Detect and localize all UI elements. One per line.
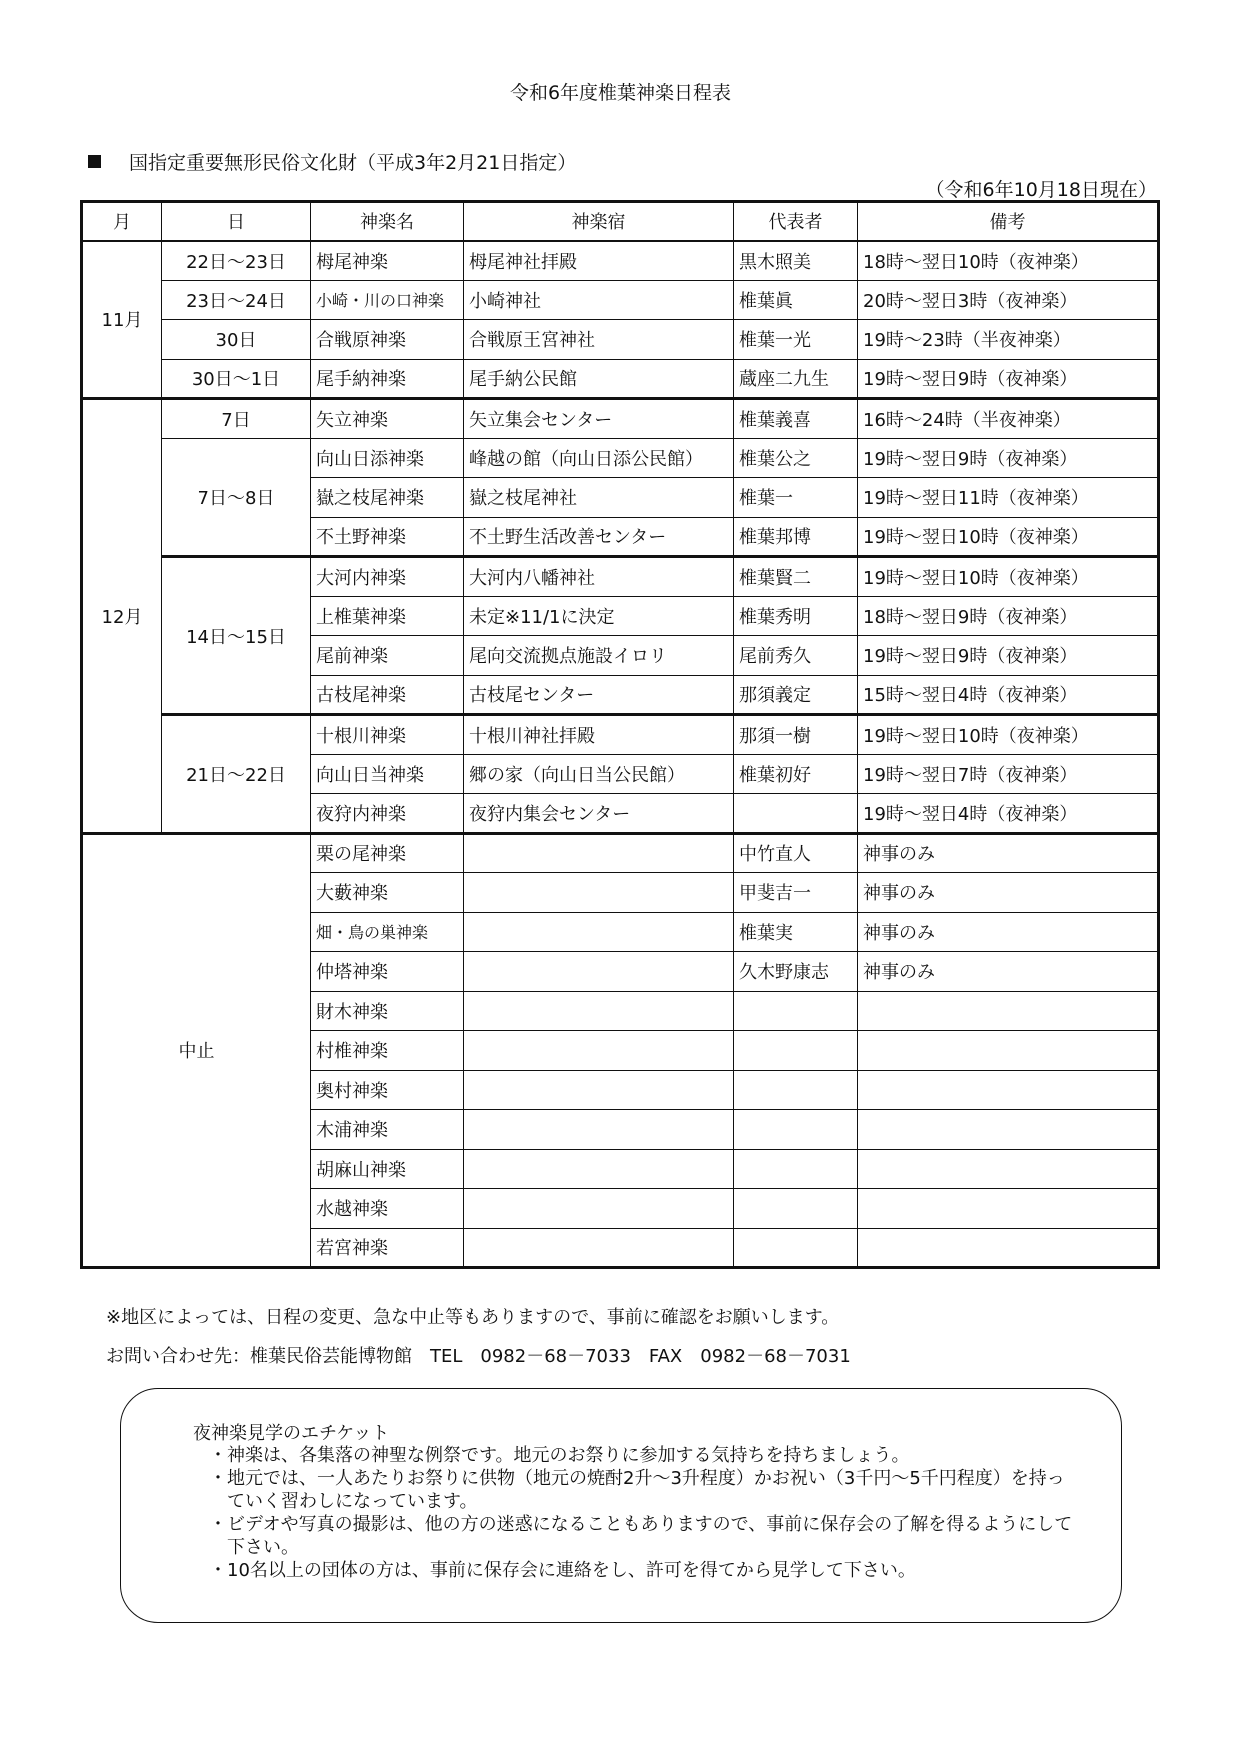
representative-cell: 那須一樹 [734,715,858,755]
remarks-cell: 19時～翌日4時（夜神楽） [858,794,1159,834]
table-row [82,833,1159,873]
date-cell: 7日～8日 [162,438,311,557]
representative-cell: 椎葉公之 [734,438,858,478]
list-item [209,1513,1079,1559]
remarks-cell [858,991,1159,1031]
venue-cell [464,1110,734,1150]
etiquette-box [120,1388,1122,1623]
contact-info: お問い合わせ先：椎葉民俗芸能博物館 TEL 0982－68－7033 FAX 0982－68－7031 [106,1346,851,1367]
schedule-table [80,200,1160,1269]
kagura-name-cell: 仲塔神楽 [311,952,464,992]
kagura-name-cell: 栂尾神楽 [311,241,464,281]
venue-cell: 夜狩内集会センター [464,794,734,834]
representative-cell: 中竹直人 [734,833,858,873]
header-representative: 代表者 [734,202,858,241]
date-cell: 23日～24日 [162,280,311,320]
venue-cell [464,1070,734,1110]
kagura-name-cell: 嶽之枝尾神楽 [311,478,464,518]
venue-cell [464,1228,734,1268]
venue-cell: 郷の家（向山日当公民館） [464,754,734,794]
table-row [82,359,1159,399]
kagura-name-cell: 矢立神楽 [311,399,464,439]
kagura-name-cell: 栗の尾神楽 [311,833,464,873]
venue-cell [464,991,734,1031]
remarks-cell: 19時～翌日10時（夜神楽） [858,715,1159,755]
schedule-change-note: ※地区によっては、日程の変更、急な中止等もありますので、事前に確認をお願いします。 [106,1307,840,1328]
kagura-name-cell: 大河内神楽 [311,557,464,597]
venue-cell: 栂尾神社拝殿 [464,241,734,281]
header-kagura-name: 神楽名 [311,202,464,241]
kagura-name-cell: 畑・鳥の巣神楽 [311,912,464,952]
table-row [82,715,1159,755]
etiquette-item-text: 神楽は、各集落の神聖な例祭です。地元のお祭りに参加する気持ちを持ちましょう。 [227,1445,910,1466]
kagura-name-cell: 不土野神楽 [311,517,464,557]
list-item [209,1467,1079,1513]
representative-cell [734,1070,858,1110]
kagura-name-cell: 小崎・川の口神楽 [311,280,464,320]
representative-cell: 黒木照美 [734,241,858,281]
remarks-cell: 19時～翌日10時（夜神楽） [858,557,1159,597]
remarks-cell: 19時～翌日9時（夜神楽） [858,438,1159,478]
venue-cell [464,1031,734,1071]
representative-cell: 甲斐吉一 [734,873,858,913]
etiquette-item-text: ビデオや写真の撮影は、他の方の迷惑になることもありますので、事前に保存会の了解を得るようにして下さい。 [227,1514,1073,1558]
bullet-icon: ・ [209,1468,227,1489]
representative-cell [734,991,858,1031]
remarks-cell [858,1070,1159,1110]
month-cell: 12月 [82,399,162,834]
representative-cell: 椎葉賢二 [734,557,858,597]
representative-cell: 久木野康志 [734,952,858,992]
remarks-cell: 神事のみ [858,833,1159,873]
table-row [82,280,1159,320]
header-month: 月 [82,202,162,241]
section-heading [88,148,576,175]
cancelled-cell: 中止 [82,833,311,1268]
date-cell: 22日～23日 [162,241,311,281]
remarks-cell: 19時～翌日9時（夜神楽） [858,636,1159,676]
month-cell: 11月 [82,241,162,399]
representative-cell: 椎葉実 [734,912,858,952]
table-row [82,557,1159,597]
document-title: 令和6年度椎葉神楽日程表 [509,82,732,104]
representative-cell: 椎葉一 [734,478,858,518]
table-header-row [82,202,1159,241]
remarks-cell [858,1189,1159,1229]
venue-cell: 十根川神社拝殿 [464,715,734,755]
venue-cell [464,1149,734,1189]
representative-cell [734,1031,858,1071]
table-row [82,438,1159,478]
remarks-cell: 19時～翌日11時（夜神楽） [858,478,1159,518]
venue-cell [464,873,734,913]
etiquette-list [209,1444,1079,1582]
remarks-cell: 19時～翌日9時（夜神楽） [858,359,1159,399]
representative-cell [734,1228,858,1268]
kagura-name-cell: 若宮神楽 [311,1228,464,1268]
venue-cell: 小崎神社 [464,280,734,320]
venue-cell: 合戦原王宮神社 [464,320,734,360]
date-cell: 30日 [162,320,311,360]
representative-cell: 蔵座二九生 [734,359,858,399]
venue-cell: 未定※11/1に決定 [464,596,734,636]
kagura-name-cell: 夜狩内神楽 [311,794,464,834]
kagura-name-cell: 向山日当神楽 [311,754,464,794]
kagura-name-cell: 古枝尾神楽 [311,675,464,715]
remarks-cell: 神事のみ [858,952,1159,992]
remarks-cell: 19時～翌日10時（夜神楽） [858,517,1159,557]
etiquette-item-text: 10名以上の団体の方は、事前に保存会に連絡をし、許可を得てから見学して下さい。 [227,1560,916,1581]
venue-cell: 嶽之枝尾神社 [464,478,734,518]
remarks-cell [858,1031,1159,1071]
venue-cell: 峰越の館（向山日添公民館） [464,438,734,478]
representative-cell [734,1110,858,1150]
remarks-cell: 19時～翌日7時（夜神楽） [858,754,1159,794]
date-cell: 14日～15日 [162,557,311,715]
table-row [82,399,1159,439]
venue-cell [464,952,734,992]
kagura-name-cell: 合戦原神楽 [311,320,464,360]
venue-cell: 尾手納公民館 [464,359,734,399]
venue-cell [464,833,734,873]
bullet-icon: ・ [209,1445,227,1466]
remarks-cell: 15時～翌日4時（夜神楽） [858,675,1159,715]
header-venue: 神楽宿 [464,202,734,241]
representative-cell [734,1149,858,1189]
representative-cell: 椎葉邦博 [734,517,858,557]
remarks-cell [858,1110,1159,1150]
remarks-cell: 18時～翌日10時（夜神楽） [858,241,1159,281]
remarks-cell: 神事のみ [858,873,1159,913]
list-item [209,1444,1079,1467]
etiquette-item-text: 地元では、一人あたりお祭りに供物（地元の焼酎2升～3升程度）かお祝い（3千円～5千円程度）を持っていく習わしになっています。 [227,1468,1065,1512]
kagura-name-cell: 尾前神楽 [311,636,464,676]
representative-cell: 椎葉秀明 [734,596,858,636]
kagura-name-cell: 胡麻山神楽 [311,1149,464,1189]
kagura-name-cell: 向山日添神楽 [311,438,464,478]
remarks-cell: 16時～24時（半夜神楽） [858,399,1159,439]
etiquette-title: 夜神楽見学のエチケット [193,1423,390,1444]
venue-cell [464,1189,734,1229]
venue-cell: 不土野生活改善センター [464,517,734,557]
table-row [82,320,1159,360]
remarks-cell: 18時～翌日9時（夜神楽） [858,596,1159,636]
representative-cell: 椎葉初好 [734,754,858,794]
list-item [209,1559,1079,1582]
venue-cell: 尾向交流拠点施設イロリ [464,636,734,676]
remarks-cell: 神事のみ [858,912,1159,952]
header-date: 日 [162,202,311,241]
remarks-cell: 20時～翌日3時（夜神楽） [858,280,1159,320]
date-cell: 30日～1日 [162,359,311,399]
venue-cell: 古枝尾センター [464,675,734,715]
kagura-name-cell: 財木神楽 [311,991,464,1031]
venue-cell: 矢立集会センター [464,399,734,439]
representative-cell: 椎葉一光 [734,320,858,360]
representative-cell [734,1189,858,1229]
kagura-name-cell: 村椎神楽 [311,1031,464,1071]
remarks-cell: 19時～23時（半夜神楽） [858,320,1159,360]
kagura-name-cell: 大藪神楽 [311,873,464,913]
representative-cell: 那須義定 [734,675,858,715]
representative-cell [734,794,858,834]
kagura-name-cell: 尾手納神楽 [311,359,464,399]
as-of-date: （令和6年10月18日現在） [925,179,1157,201]
kagura-name-cell: 十根川神楽 [311,715,464,755]
venue-cell [464,912,734,952]
remarks-cell [858,1228,1159,1268]
kagura-name-cell: 上椎葉神楽 [311,596,464,636]
date-cell: 7日 [162,399,311,439]
bullet-icon: ・ [209,1514,227,1535]
kagura-name-cell: 水越神楽 [311,1189,464,1229]
kagura-name-cell: 奥村神楽 [311,1070,464,1110]
representative-cell: 椎葉義喜 [734,399,858,439]
remarks-cell [858,1149,1159,1189]
table-row [82,241,1159,281]
section-heading-text: 国指定重要無形民俗文化財（平成3年2月21日指定） [129,152,577,174]
representative-cell: 尾前秀久 [734,636,858,676]
date-cell: 21日～22日 [162,715,311,834]
bullet-icon: ・ [209,1560,227,1581]
venue-cell: 大河内八幡神社 [464,557,734,597]
square-bullet-icon [88,155,101,168]
header-remarks: 備考 [858,202,1159,241]
representative-cell: 椎葉眞 [734,280,858,320]
kagura-name-cell: 木浦神楽 [311,1110,464,1150]
